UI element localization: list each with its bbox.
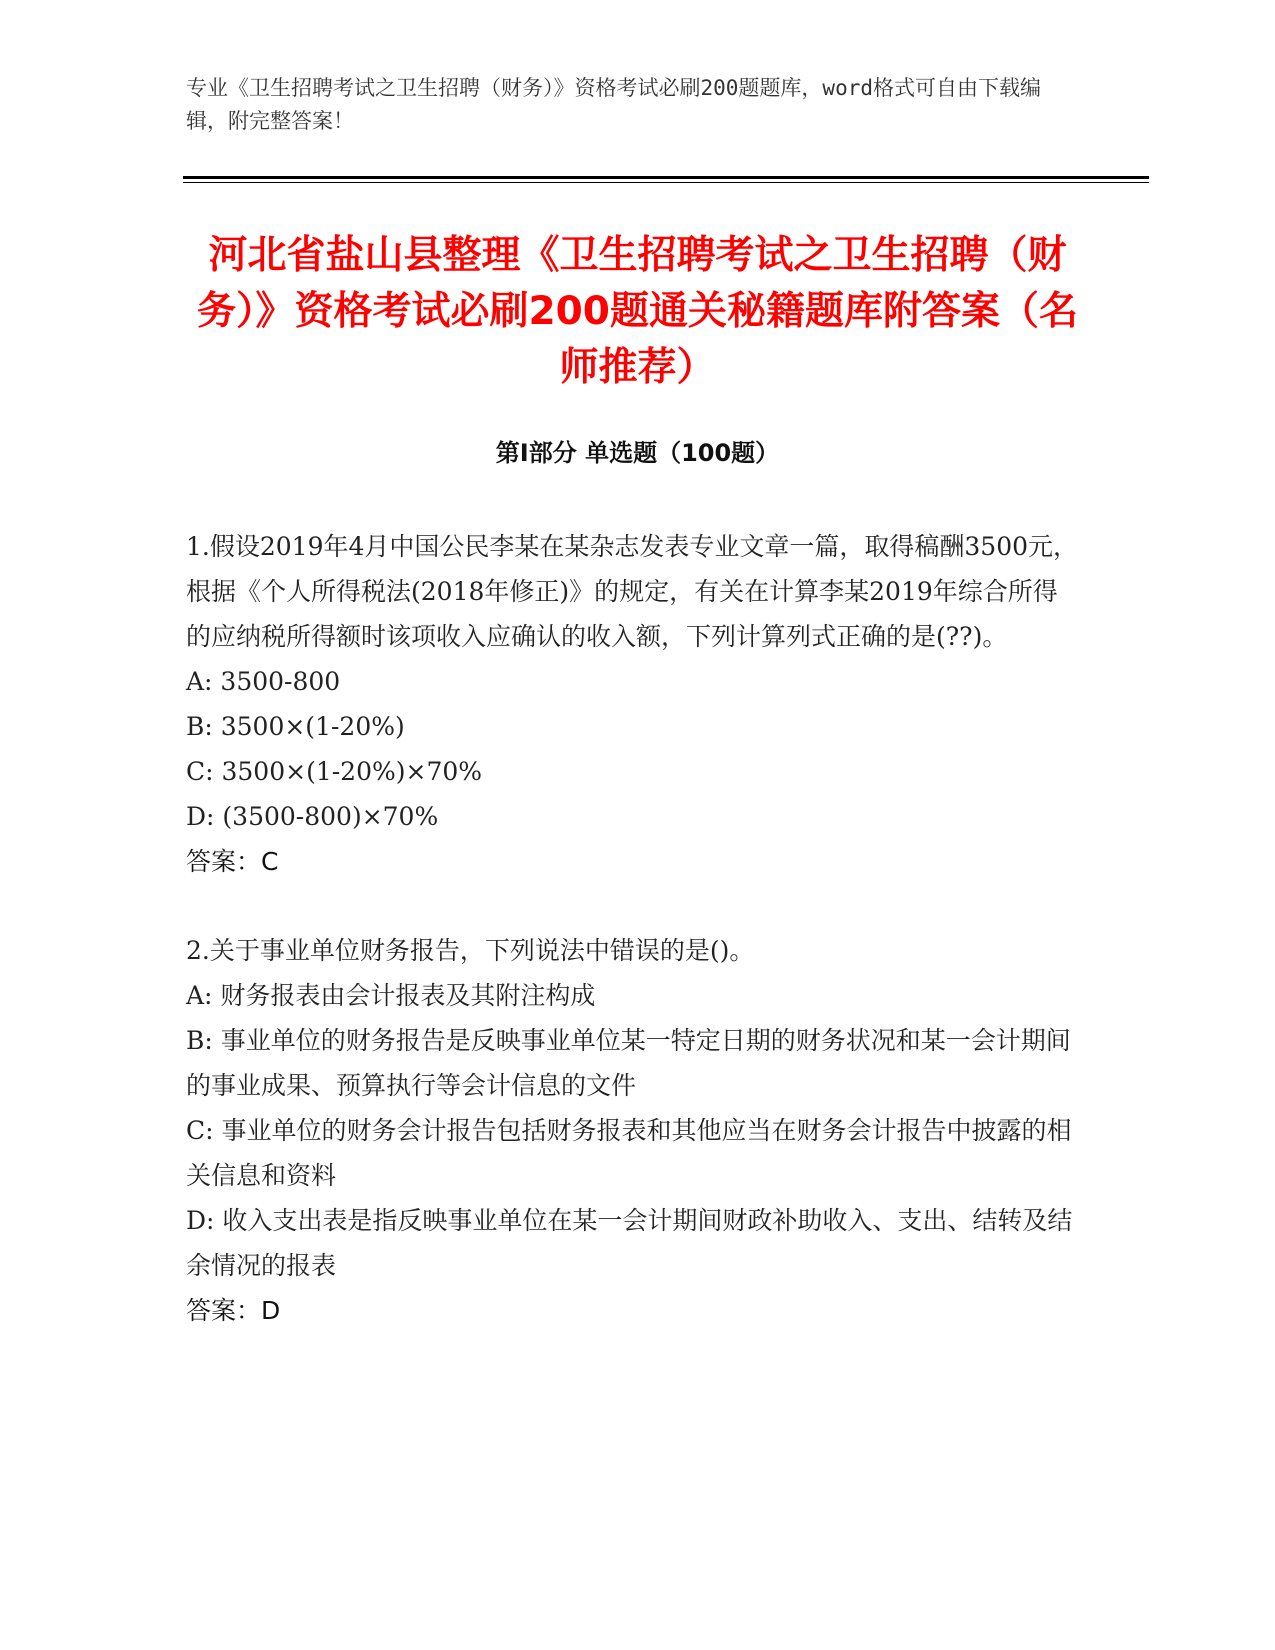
- question-text: 2.关于事业单位财务报告，下列说法中错误的是()。: [186, 936, 755, 965]
- option-b: B: 事业单位的财务报告是反映事业单位某一特定日期的财务状况和某一会计期间的事业成果、预算执行等会计信息的文件: [186, 1026, 1071, 1100]
- answer: 答案：C: [186, 847, 279, 876]
- option-d: D: 收入支出表是指反映事业单位在某一会计期间财政补助收入、支出、结转及结余情况的报表: [186, 1206, 1073, 1280]
- header-rule-thick: [183, 176, 1149, 179]
- answer: 答案：D: [186, 1296, 281, 1325]
- question-text: 1.假设2019年4月中国公民李某在某杂志发表专业文章一篇，取得稿酬3500元，根据《个人所得税法(2018年修正)》的规定，有关在计算李某2019年综合所得的应纳税所得额时该项收入应确认的收入额，下列计算列式正确的是(??)。: [186, 532, 1079, 651]
- section-title: 第I部分 单选题（100题）: [495, 439, 780, 467]
- question-2: [186, 928, 1078, 1333]
- header-note: 专业《卫生招聘考试之卫生招聘（财务）》资格考试必刷200题题库，word格式可自由下载编辑，附完整答案！: [186, 76, 1041, 133]
- option-d: D: (3500-800)×70%: [186, 802, 439, 831]
- document-title: 河北省盐山县整理《卫生招聘考试之卫生招聘（财务）》资格考试必刷200题通关秘籍题库附答案（名师推荐）: [197, 233, 1078, 390]
- option-a: A: 3500-800: [186, 667, 341, 696]
- option-c: C: 3500×(1-20%)×70%: [186, 757, 483, 786]
- header-rule-thin: [183, 182, 1149, 183]
- option-c: C: 事业单位的财务会计报告包括财务报表和其他应当在财务会计报告中披露的相关信息和资料: [186, 1116, 1072, 1190]
- question-list: [186, 524, 1078, 1333]
- option-a: A: 财务报表由会计报表及其附注构成: [186, 981, 596, 1010]
- question-1: [186, 524, 1078, 884]
- option-b: B: 3500×(1-20%): [186, 712, 405, 741]
